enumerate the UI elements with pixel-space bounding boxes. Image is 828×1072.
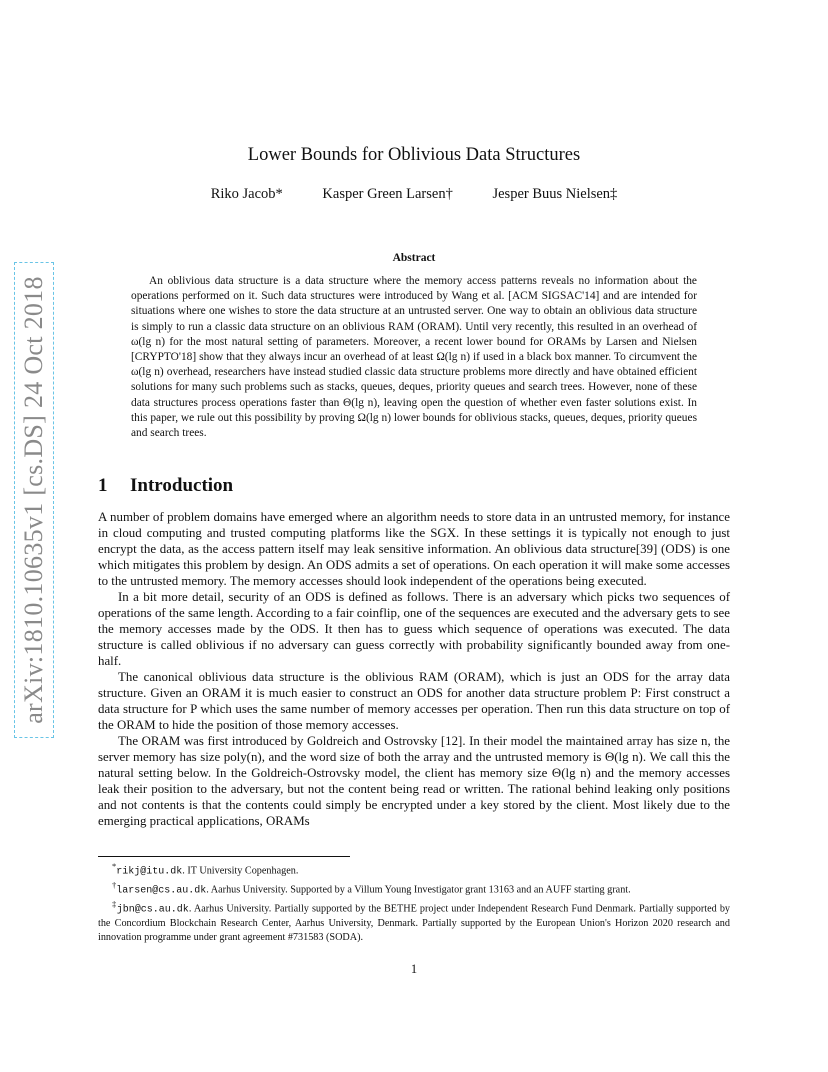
footnote-1 (98, 860, 730, 879)
paragraph-1: A number of problem domains have emerged where an algorithm needs to store data in an untrusted memory, for instance in cloud computing and trusted computing platforms like the SGX. In these settings it is typically not enough to just encrypt the data, as the access pattern itself may leak sensitive information. An oblivious data structure[39] (ODS) is one which mitigates this problem by design. An ODS admits a set of operations. On each operation it will make some accesses to the untrusted memory. The memory accesses should look independent of the operations being executed. (98, 510, 730, 588)
footnote-text: . Aarhus University. Partially supported by the BETHE project under Independent Research Fund Denmark. Partially supported by the Concordium Blockchain Research Center, Aarhus University, Denmark. Partially supported by the European Union's Horizon 2020 research and innovation programme under grant agreement #731583 (SODA). (98, 903, 731, 943)
paragraph-3: The canonical oblivious data structure is the oblivious RAM (ORAM), which is just an ODS for the array data structure. Given an ORAM it is much easier to construct an ODS for another data structure problem P: First construct a data structure for P which uses the same number of memory accesses per operation. Then run this data structure on top of the ORAM to hide the position of those memory accesses. (98, 670, 730, 732)
section-title: Introduction (130, 475, 234, 496)
arxiv-identifier-text: arXiv:1810.10635v1 [cs.DS] 24 Oct 2018 (19, 276, 48, 724)
footnote-text: . Aarhus University. Supported by a Villum Young Investigator grant 13163 and an AUFF starting grant. (206, 884, 631, 896)
section-number: 1 (98, 475, 108, 496)
footnote-email[interactable]: larsen@cs.au.dk (116, 885, 207, 897)
section-heading (98, 475, 233, 497)
author-1: Riko Jacob* (210, 186, 283, 202)
author-3: Jesper Buus Nielsen‡ (492, 186, 618, 202)
abstract (131, 274, 697, 441)
footnotes (98, 860, 730, 944)
arxiv-identifier-stamp (14, 262, 54, 738)
paragraph-2: In a bit more detail, security of an ODS is defined as follows. There is an adversary which picks two sequences of operations of the same length. According to a fair coinflip, one of the sequences are executed and the adversary gets to see the memory accesses made by the ODS. It then has to guess which sequence of operations was executed. The data structure is called oblivious if no adversary can guess correctly with probability significantly bounded away from one-half. (98, 590, 730, 668)
author-list (0, 186, 828, 203)
footnote-mark: ‡ (112, 898, 117, 909)
body-text (98, 509, 730, 829)
abstract-text: An oblivious data structure is a data structure where the memory access patterns reveals no information about the operations performed on it. Such data structures were introduced by Wang et al. [ACM SIGSAC'14] and are intended for situations where one wishes to store the data structure at an untrusted server. One way to obtain an oblivious data structure is simply to run a classic data structure on an oblivious RAM (ORAM). Until very recently, this resulted in an overhead of ω(lg n) for the most natural setting of parameters. Moreover, a recent lower bound for ORAMs by Larsen and Nielsen [CRYPTO'18] show that they always incur an overhead of at least Ω(lg n) if used in a black box manner. To circumvent the ω(lg n) overhead, researchers have instead studied classic data structure problems more directly and have obtained efficient solutions for many such problems such as stacks, queues, deques, priority queues and search trees. However, none of these data structures process operations faster than Θ(lg n), leaving open the question of whether even faster solutions exist. In this paper, we rule out this possibility by proving Ω(lg n) lower bounds for oblivious stacks, queues, deques, priority queues and search trees. (131, 275, 697, 440)
page-number: 1 (410, 962, 418, 976)
abstract-heading: Abstract (392, 252, 436, 264)
footnote-mark: * (112, 861, 117, 871)
paper-title: Lower Bounds for Oblivious Data Structures (247, 145, 581, 165)
footnote-mark: † (112, 879, 117, 890)
footnote-2 (98, 879, 730, 898)
footnote-text: . IT University Copenhagen. (182, 865, 299, 877)
footnote-email[interactable]: rikj@itu.dk (116, 866, 183, 878)
paragraph-4: The ORAM was first introduced by Goldreich and Ostrovsky [12]. In their model the maintained array has size n, the server memory has size poly(n), and the word size of both the array and the untrusted memory is Θ(lg n). We call this the natural setting below. In the Goldreich-Ostrovsky model, the client has memory size Θ(lg n) and the memory accesses leak their position to the adversary, but not the content being read or written. The rational behind leaking only positions and not contents is that the contents could simply be encrypted under a key stored by the client. Most likely due to the emerging practical applications, ORAMs (98, 734, 730, 828)
footnote-rule (98, 856, 350, 857)
footnote-3 (98, 898, 730, 944)
author-2: Kasper Green Larsen† (322, 186, 453, 202)
footnote-email[interactable]: jbn@cs.au.dk (116, 904, 189, 916)
